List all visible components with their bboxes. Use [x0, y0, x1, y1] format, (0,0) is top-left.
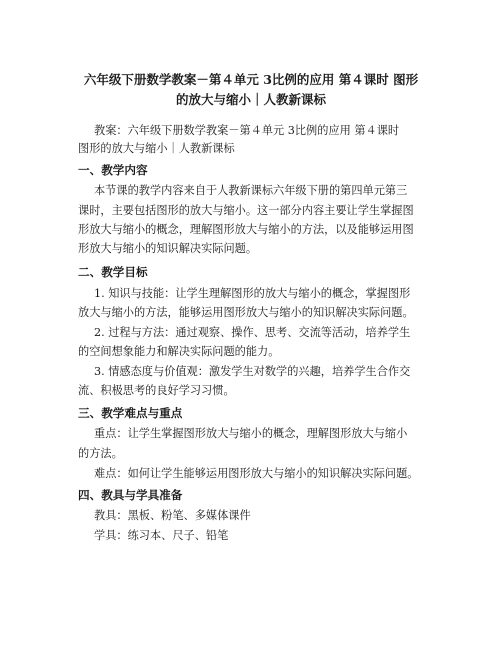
document-title-line-1: 六年级下册数学教案－第４单元 3比例的应用 第４课时 图形	[83, 72, 419, 87]
section-heading-materials: 四、教具与学具准备	[78, 488, 183, 502]
paragraph-line: 重点：让学生掌握图形放大与缩小的概念，理解图形放大与缩小	[94, 427, 408, 440]
paragraph-line: 放大与缩小的方法，能够运用图形放大与缩小的知识解决实际问题。	[78, 306, 414, 319]
paragraph-line: 形放大与缩小的概念，理解图形放大与缩小的方法，以及能够运用图	[78, 223, 414, 236]
section-heading-content: 一、教学内容	[78, 163, 148, 177]
intro-line: 图形的放大与缩小｜人教新课标	[78, 142, 235, 155]
section-heading-key-points: 三、教学难点与重点	[78, 406, 183, 420]
paragraph-line: 流、积极思考的良好学习习惯。	[78, 384, 235, 397]
paragraph-line: 课时，主要包括图形的放大与缩小。这一部分内容主要让学生掌握图	[78, 204, 414, 217]
paragraph-line: 学具：练习本、尺子、铅笔	[94, 529, 229, 542]
paragraph-line: 2. 过程与方法：通过观察、操作、思考、交流等活动，培养学生	[94, 326, 411, 339]
document-title-line-2: 的放大与缩小｜人教新课标	[175, 92, 326, 107]
intro-line: 教案：六年级下册数学教案－第４单元 3比例的应用 第４课时	[94, 124, 400, 137]
paragraph-line: 1. 知识与技能：让学生理解图形的放大与缩小的概念，掌握图形	[94, 287, 411, 300]
paragraph-line: 的空间想象能力和解决实际问题的能力。	[78, 345, 280, 358]
paragraph-line: 3. 情感态度与价值观：激发学生对数学的兴趣，培养学生合作交	[94, 365, 411, 378]
section-heading-objectives: 二、教学目标	[78, 265, 148, 279]
paragraph-line: 本节课的教学内容来自于人教新课标六年级下册的第四单元第三	[94, 184, 408, 197]
paragraph-line: 形放大与缩小的知识解决实际问题。	[78, 242, 258, 255]
paragraph-line: 难点：如何让学生能够运用图形放大与缩小的知识解决实际问题。	[94, 467, 419, 480]
paragraph-line: 的方法。	[78, 447, 123, 460]
paragraph-line: 教具：黑板、粉笔、多媒体课件	[94, 509, 251, 522]
